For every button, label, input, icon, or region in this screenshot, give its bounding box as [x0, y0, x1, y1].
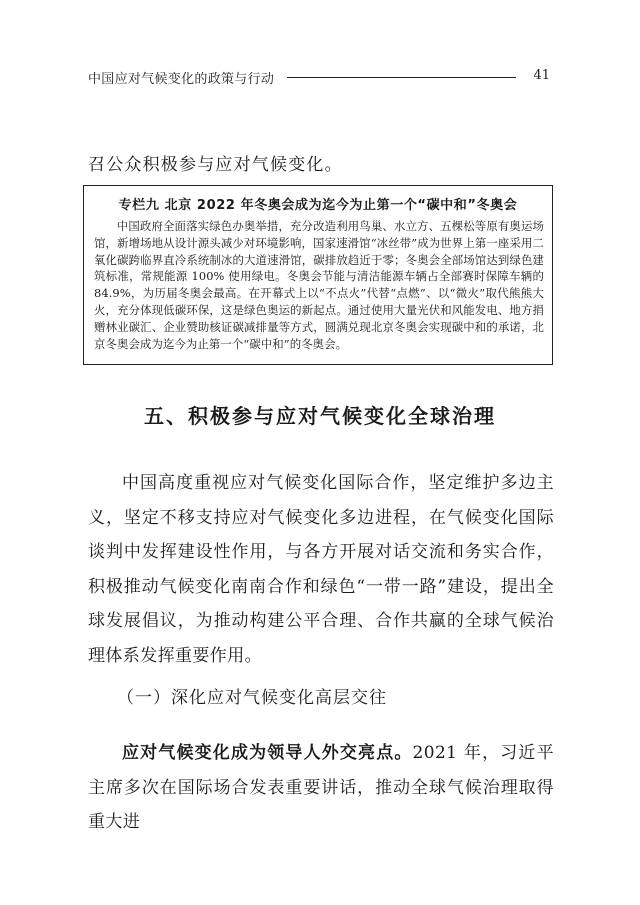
subsection-paragraph	[88, 736, 554, 840]
page-number: 41	[533, 68, 550, 83]
sidebar-box-body: 中国政府全面落实绿色办奥举措，充分改造利用鸟巢、水立方、五棵松等原有奥运场馆，新增场地从设计源头减少对环境影响，国家速滑馆“冰丝带”成为世界上第一座采用二氧化碳跨临界直冷系统制冰的大道速滑馆，碳排放趋近于零；冬奥会全部场馆达到绿色建筑标准，常规能源 100% 使用绿电。冬奥会节能与清洁能源车辆占全部赛时保障车辆的 84.9%，为历届冬奥会最高。在开幕式上以“不点火”代替“点燃”、以“微火”取代熊熊大火，充分体现低碳环保，这是绿色奥运的新起点。通过使用大量光伏和风能发电、地方捐赠林业碳汇、企业赞助核证碳减排量等方式，圆满兑现北京冬奥会实现碳中和的承诺，北京冬奥会成为迄今为止第一个“碳中和”的冬奥会。	[94, 219, 544, 351]
running-header-title: 中国应对气候变化的政策与行动	[88, 72, 275, 87]
subsection-lead-bold: 应对气候变化成为领导人外交亮点。	[122, 743, 413, 763]
continued-text: 召公众积极参与应对气候变化。	[88, 155, 343, 175]
section-paragraph: 中国高度重视应对气候变化国际合作，坚定维护多边主义，坚定不移支持应对气候变化多边进程，在气候变化国际谈判中发挥建设性作用，与各方开展对话交流和务实合作，积极推动气候变化南南合作和绿色“一带一路”建设，提出全球发展倡议，为推动构建公平合理、合作共赢的全球气候治理体系发挥重要作用。	[88, 473, 554, 666]
header-rule	[287, 77, 516, 78]
sidebar-box-title: 专栏九 北京 2022 年冬奥会成为迄今为止第一个“碳中和”冬奥会	[118, 198, 518, 213]
sidebar-box	[83, 185, 553, 365]
subsection-paragraph-text: 2021 年，习近平主席多次在国际场合发表重要讲话，推动全球气候治理取得重大进	[88, 743, 554, 832]
section-heading: 五、积极参与应对气候变化全球治理	[144, 404, 496, 428]
subsection-heading: （一）深化应对气候变化高层交往	[117, 688, 387, 708]
running-header	[88, 66, 550, 88]
